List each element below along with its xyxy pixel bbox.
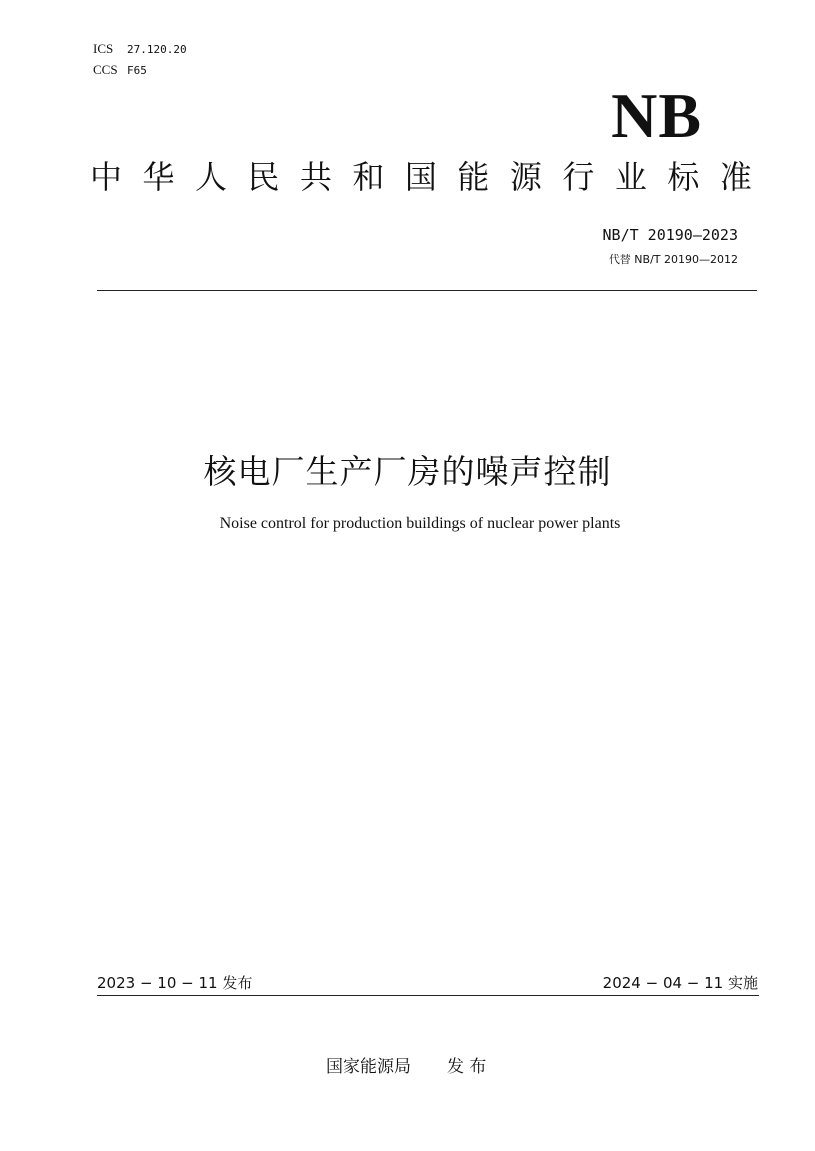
title-char: 标 bbox=[667, 158, 700, 196]
publisher-action: 发 布 bbox=[447, 1057, 487, 1077]
publisher-name: 国家能源局 bbox=[326, 1057, 411, 1077]
title-char: 民 bbox=[247, 158, 280, 196]
standard-category-title bbox=[90, 157, 752, 197]
ics-label: ICS bbox=[93, 41, 114, 56]
standard-number: NB/T 20190—2023 bbox=[602, 226, 738, 244]
document-title-en: Noise control for production buildings of nuclear power plants bbox=[219, 515, 621, 532]
title-char: 源 bbox=[509, 158, 542, 196]
footer-divider bbox=[97, 995, 759, 996]
title-char: 中 bbox=[90, 158, 123, 196]
title-char: 业 bbox=[614, 158, 647, 196]
header-divider bbox=[97, 290, 757, 291]
ccs-code: F65 bbox=[127, 64, 147, 77]
implementation-date: 2024 − 04 − 11 实施 bbox=[602, 974, 758, 992]
title-char: 能 bbox=[457, 158, 490, 196]
ccs-line bbox=[93, 60, 147, 80]
title-char: 行 bbox=[562, 158, 595, 196]
ics-code: 27.120.20 bbox=[127, 43, 187, 56]
publisher bbox=[326, 1052, 486, 1077]
title-char: 华 bbox=[142, 158, 175, 196]
title-char: 国 bbox=[404, 158, 437, 196]
document-title-cn: 核电厂生产厂房的噪声控制 bbox=[203, 452, 612, 491]
nb-logo: NB bbox=[611, 80, 702, 151]
title-char: 和 bbox=[352, 158, 385, 196]
title-char: 人 bbox=[194, 158, 227, 196]
replaces-standard: 代替 NB/T 20190—2012 bbox=[608, 253, 738, 266]
title-char: 准 bbox=[719, 158, 752, 196]
title-char: 共 bbox=[299, 158, 332, 196]
ics-line bbox=[93, 39, 187, 59]
ccs-label: CCS bbox=[93, 62, 118, 77]
issue-date: 2023 − 10 − 11 发布 bbox=[97, 974, 253, 992]
